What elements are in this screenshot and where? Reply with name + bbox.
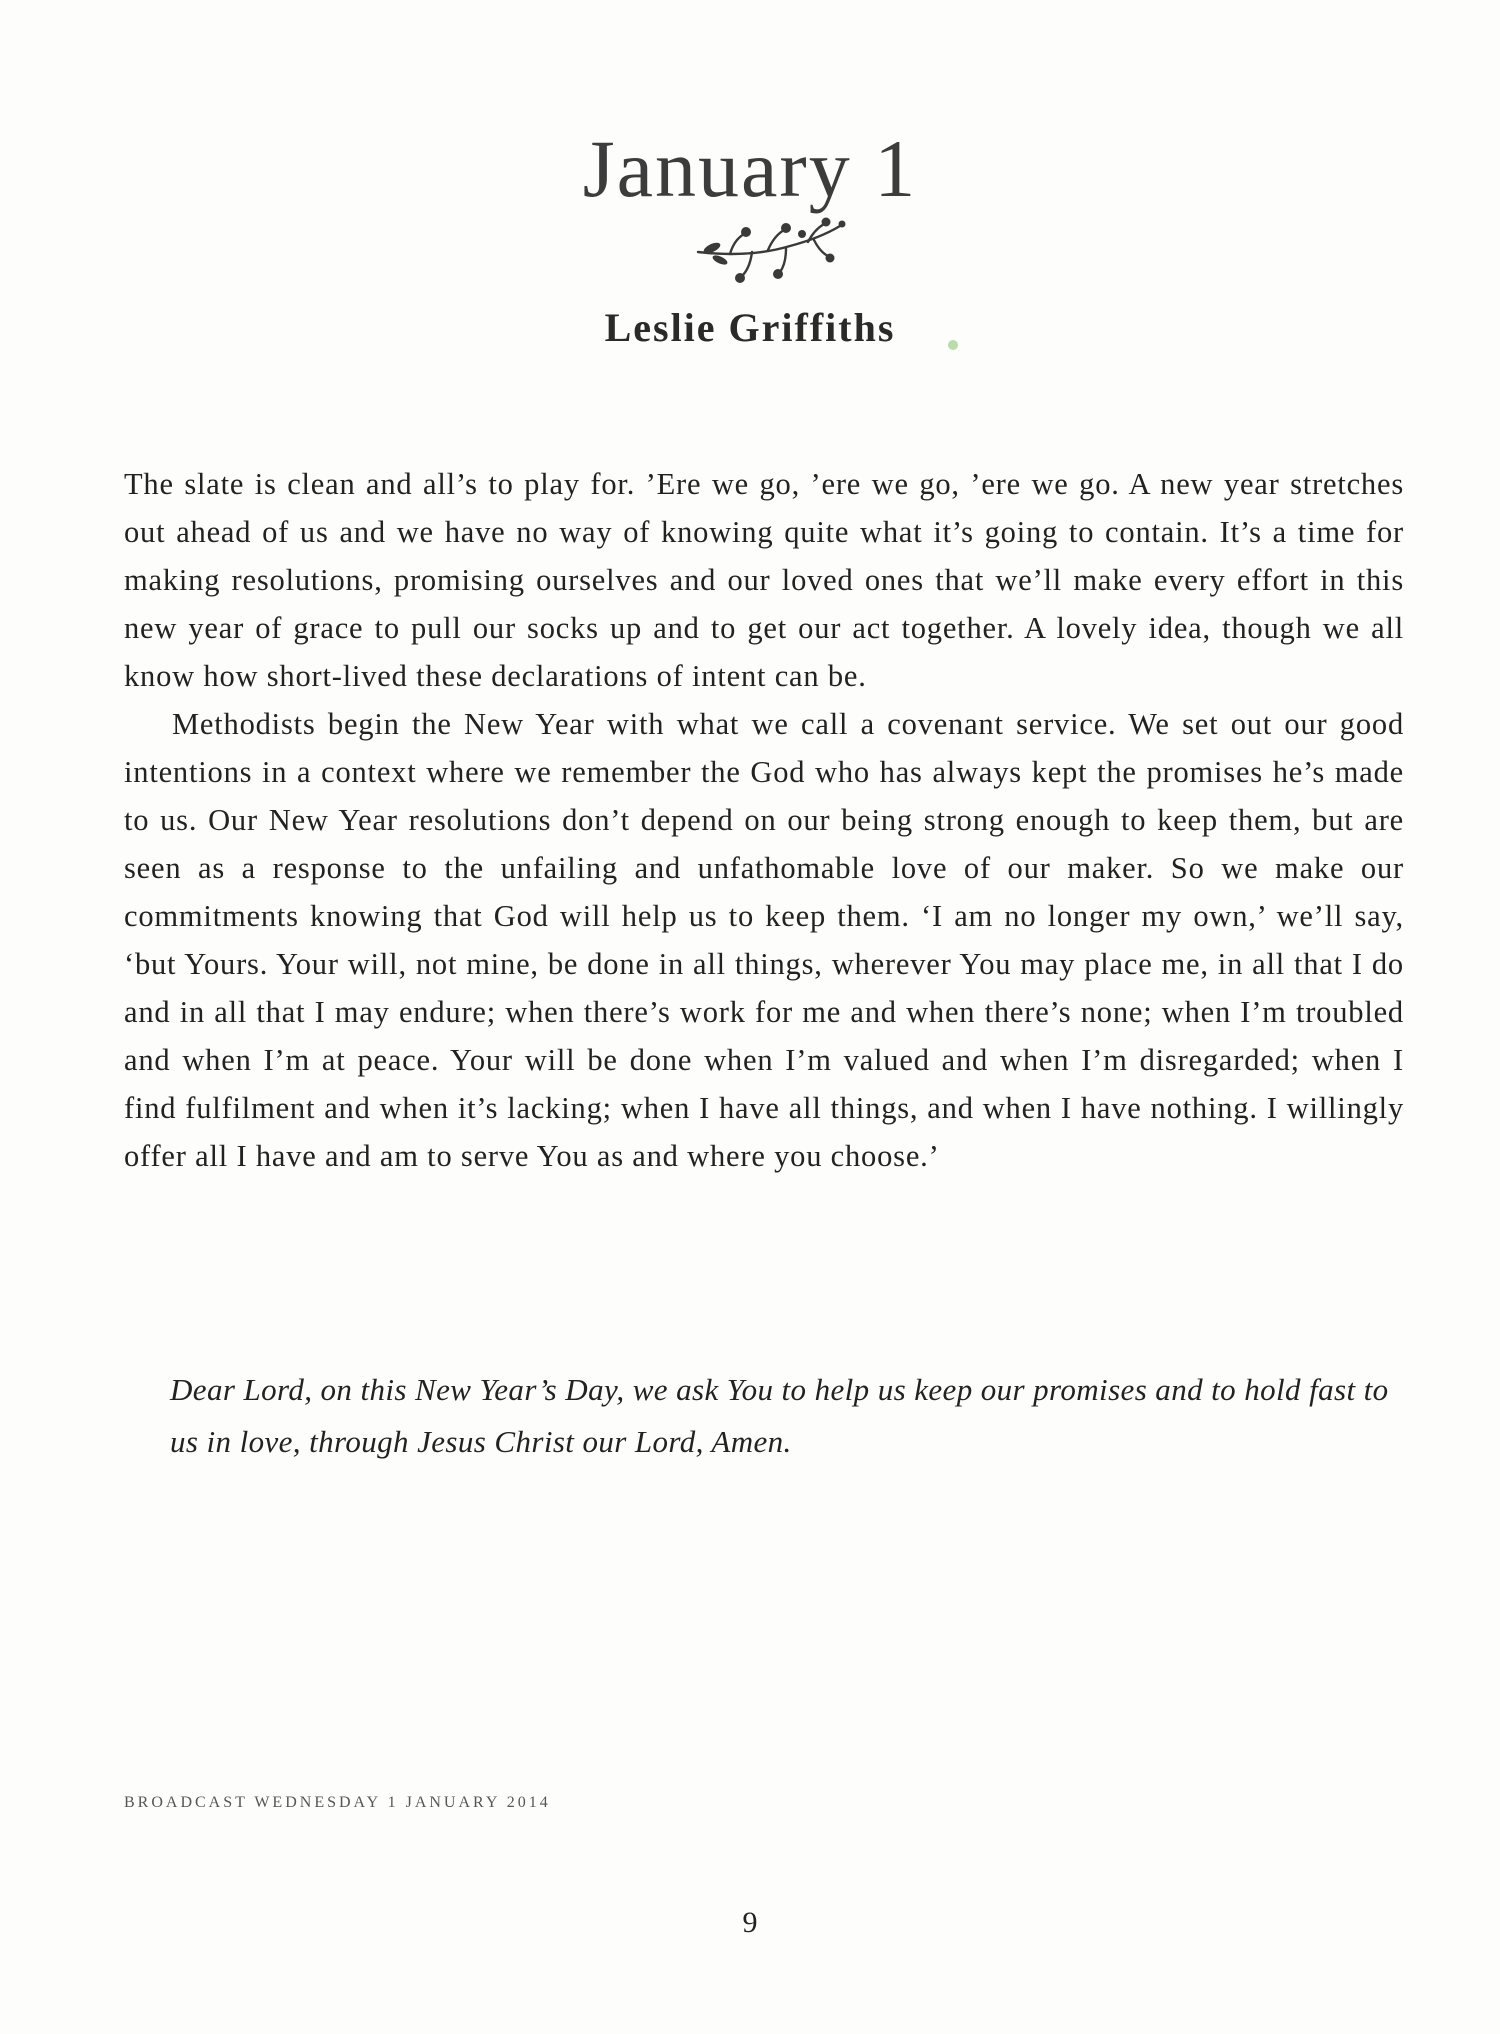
date-title: January 1 xyxy=(582,123,918,214)
devotional-text xyxy=(124,460,1404,1180)
leafy-branch-icon xyxy=(690,212,850,292)
paragraph-2: Methodists begin the New Year with what we call a covenant service. We set out our good intentions in a context where we remember the God who has always kept the promises he’s made to us. Our New Year resolutions don’t depend on our being strong enough to keep them, but are seen as a response to the unfailing and unfathomable love of our maker. So we make our commitments knowing that God will help us to keep them. ‘I am no longer my own,’ we’ll say, ‘but Yours. Your will, not mine, be done in all things, wherever You may place me, in all that I do and in all that I may endure; when there’s work for me and when there’s none; when I’m troubled and when I’m at peace. Your will be done when I’m valued and when I’m disregarded; when I find fulfilment and when it’s lacking; when I have all things, and when I have nothing. I willingly offer all I have and am to serve You as and where you choose.’ xyxy=(124,707,1404,1173)
closing-prayer: Dear Lord, on this New Year’s Day, we ask You to help us keep our promises and to hold fast to us in love, through Jesus Christ our Lord, Amen. xyxy=(170,1372,1389,1459)
broadcast-date-note: BROADCAST WEDNESDAY 1 JANUARY 2014 xyxy=(124,1794,551,1811)
paragraph-1: The slate is clean and all’s to play for. ’Ere we go, ’ere we go, ’ere we go. A new year stretches out ahead of us and we have no way of knowing quite what it’s going to contain. It’s a time for making resolutions, promising ourselves and our loved ones that we’ll make every effort in this new year of grace to pull our socks up and to get our act together. A lovely idea, though we all know how short-lived these declarations of intent can be. xyxy=(124,467,1404,693)
page-number: 9 xyxy=(742,1906,758,1939)
ink-mark xyxy=(948,340,958,350)
author-name: Leslie Griffiths xyxy=(604,305,896,350)
